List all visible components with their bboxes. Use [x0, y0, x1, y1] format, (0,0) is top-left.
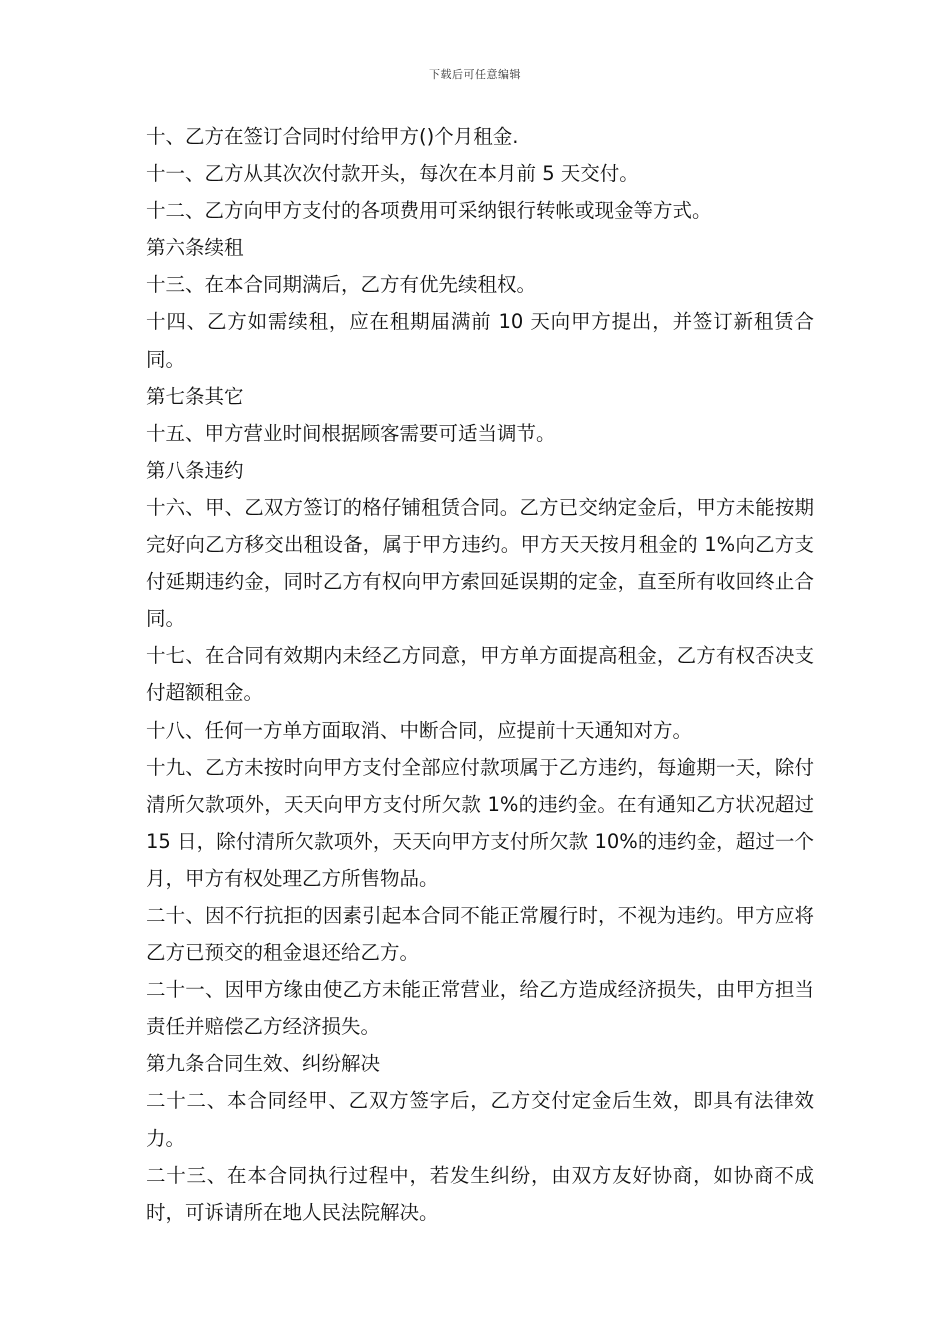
section-heading-7: 第七条其它	[146, 384, 244, 408]
clause-23: 二十三、在本合同执行过程中，若发生纠纷，由双方友好协商，如协商不成时，可诉请所在地人民法院解决。	[146, 1163, 814, 1224]
clause-15: 十五、甲方营业时间根据顾客需要可适当调节。	[146, 421, 556, 445]
clause-11: 十一、乙方从其次次付款开头，每次在本月前 5 天交付。	[146, 162, 639, 186]
section-heading-8: 第八条违约	[146, 458, 244, 482]
section-heading-9: 第九条合同生效、纠纷解决	[146, 1052, 381, 1076]
clause-14: 十四、乙方如需续租，应在租期届满前 10 天向甲方提出，并签订新租赁合同。	[146, 310, 814, 371]
section-heading-6: 第六条续租	[146, 236, 244, 260]
clause-20: 二十、因不行抗拒的因素引起本合同不能正常履行时，不视为违约。甲方应将乙方已预交的租金退还给乙方。	[146, 903, 814, 965]
clause-22: 二十二、本合同经甲、乙双方签字后，乙方交付定金后生效，即具有法律效力。	[146, 1089, 814, 1150]
clause-10: 十、乙方在签订合同时付给甲方()个月租金.	[146, 125, 519, 148]
document-body	[146, 118, 814, 1231]
clause-17: 十七、在合同有效期内未经乙方同意，甲方单方面提高租金，乙方有权否决支付超额租金。	[146, 644, 814, 705]
clause-19: 十九、乙方未按时向甲方支付全部应付款项属于乙方违约，每逾期一天，除付清所欠款项外，天天向甲方支付所欠款 1%的违约金。在有通知乙方状况超过 15 日，除付清所欠款项外，天天向甲方支付所欠款 10%的违约金，超过一个月，甲方有权处理乙方所售物品。	[146, 755, 814, 890]
clause-12: 十二、乙方向甲方支付的各项费用可采纳银行转帐或现金等方式。	[146, 199, 712, 223]
clause-18: 十八、任何一方单方面取消、中断合同，应提前十天通知对方。	[146, 718, 693, 742]
clause-16: 十六、甲、乙双方签订的格仔铺租赁合同。乙方已交纳定金后，甲方未能按期完好向乙方移交出租设备，属于甲方违约。甲方天天按月租金的 1%向乙方支付延期违约金，同时乙方有权向甲方索回延误期的定金，直至所有收回终止合同。	[146, 495, 814, 631]
clause-13: 十三、在本合同期满后，乙方有优先续租权。	[146, 273, 537, 297]
page-header: 下载后可任意编辑	[429, 68, 521, 81]
clause-21: 二十一、因甲方缘由使乙方未能正常营业，给乙方造成经济损失，由甲方担当责任并赔偿乙方经济损失。	[146, 978, 814, 1039]
